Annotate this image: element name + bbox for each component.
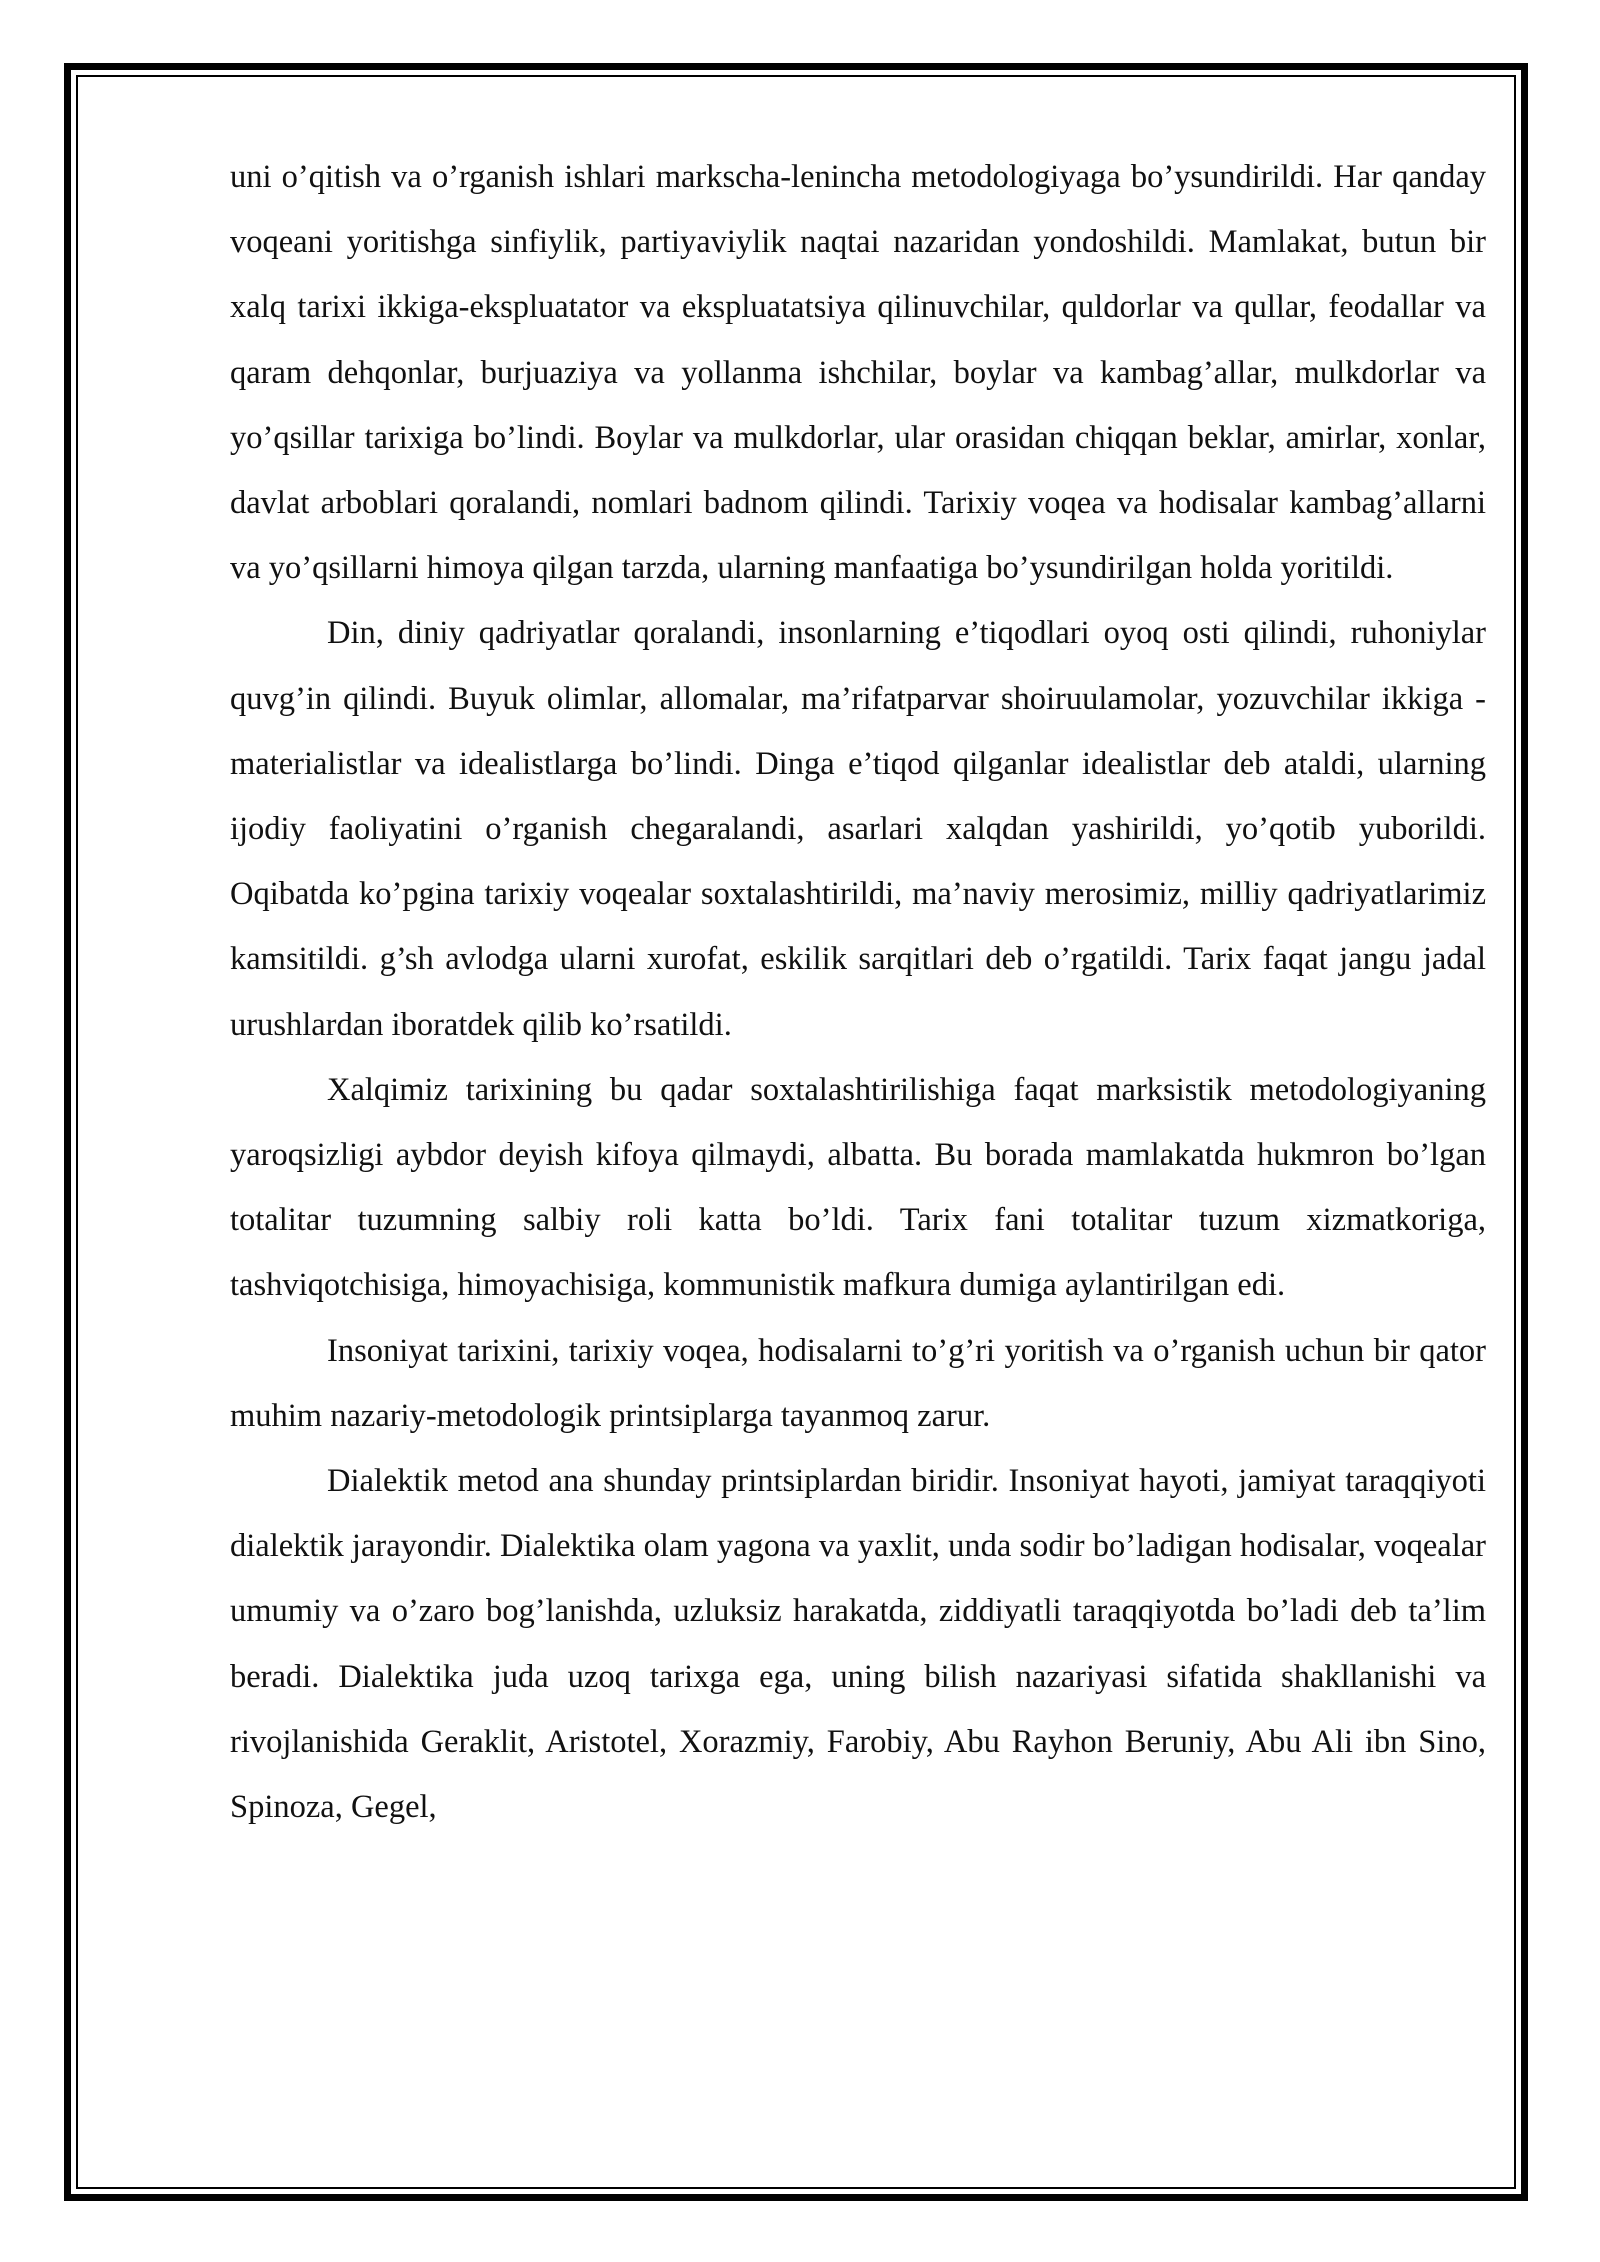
paragraph-5: Dialektik metod ana shunday printsiplardan biridir. Insoniyat hayoti, jamiyat taraqqiyoti dialektik jarayondir. Dialektika olam yagona va yaxlit, unda sodir bo’ladigan hodisalar, voqealar umumiy va o’zaro bog’lanishda, uzluksiz harakatda, ziddiyatli taraqqiyotda bo’ladi deb ta’lim beradi. Dialektika juda uzoq tarixga ega, uning bilish nazariyasi sifatida shakllanishi va rivojlanishida Geraklit, Aristotel, Xorazmiy, Farobiy, Abu Rayhon Beruniy, Abu Ali ibn Sino, Spinoza, Gegel, [230, 1463, 1486, 1826]
paragraph-1: uni o’qitish va o’rganish ishlari markscha-lenincha metodologiyaga bo’ysundirildi. Har qanday voqeani yoritishga sinfiylik, partiyaviylik naqtai nazaridan yondoshildi. Mamlakat, butun bir xalq tarixi ikkiga-ekspluatator va ekspluatatsiya qilinuvchilar, quldorlar va qullar, feodallar va qaram dehqonlar, burjuaziya va yollanma ishchilar, boylar va kambag’allar, mulkdorlar va yo’qsillar tarixiga bo’lindi. Boylar va mulkdorlar, ular orasidan chiqqan beklar, amirlar, xonlar, davlat arboblari qoralandi, nomlari badnom qilindi. Tarixiy voqea va hodisalar kambag’allarni va yo’qsillarni himoya qilgan tarzda, ularning manfaatiga bo’ysundirilgan holda yoritildi. [230, 159, 1486, 587]
paragraph-2: Din, diniy qadriyatlar qoralandi, insonlarning e’tiqodlari oyoq osti qilindi, ruhoniylar quvg’in qilindi. Buyuk olimlar, allomalar, ma’rifatparvar shoiruulamolar, yozuvchilar ikkiga - materialistlar va idealistlarga bo’lindi. Dinga e’tiqod qilganlar idealistlar deb ataldi, ularning ijodiy faoliyatini o’rganish chegaralandi, asarlari xalqdan yashirildi, yo’qotib yuborildi. Oqibatda ko’pgina tarixiy voqealar soxtalashtirildi, ma’naviy merosimiz, milliy qadriyatlarimiz kamsitildi. g’sh avlodga ularni xurofat, eskilik sarqitlari deb o’rgatildi. Tarix faqat jangu jadal urushlardan iboratdek qilib ko’rsatildi. [230, 615, 1486, 1043]
paragraph-4: Insoniyat tarixini, tarixiy voqea, hodisalarni to’g’ri yoritish va o’rganish uchun bir qator muhim nazariy-metodologik printsiplarga tayanmoq zarur. [230, 1332, 1486, 1434]
paragraph-3: Xalqimiz tarixining bu qadar soxtalashtirilishiga faqat marksistik metodologiyaning yaroqsizligi aybdor deyish kifoya qilmaydi, albatta. Bu borada mamlakatda hukmron bo’lgan totalitar tuzumning salbiy roli katta bo’ldi. Tarix fani totalitar tuzum xizmatkoriga, tashviqotchisiga, himoyachisiga, kommunistik mafkura dumiga aylantirilgan edi. [230, 1071, 1486, 1304]
document-body [230, 145, 1486, 1840]
